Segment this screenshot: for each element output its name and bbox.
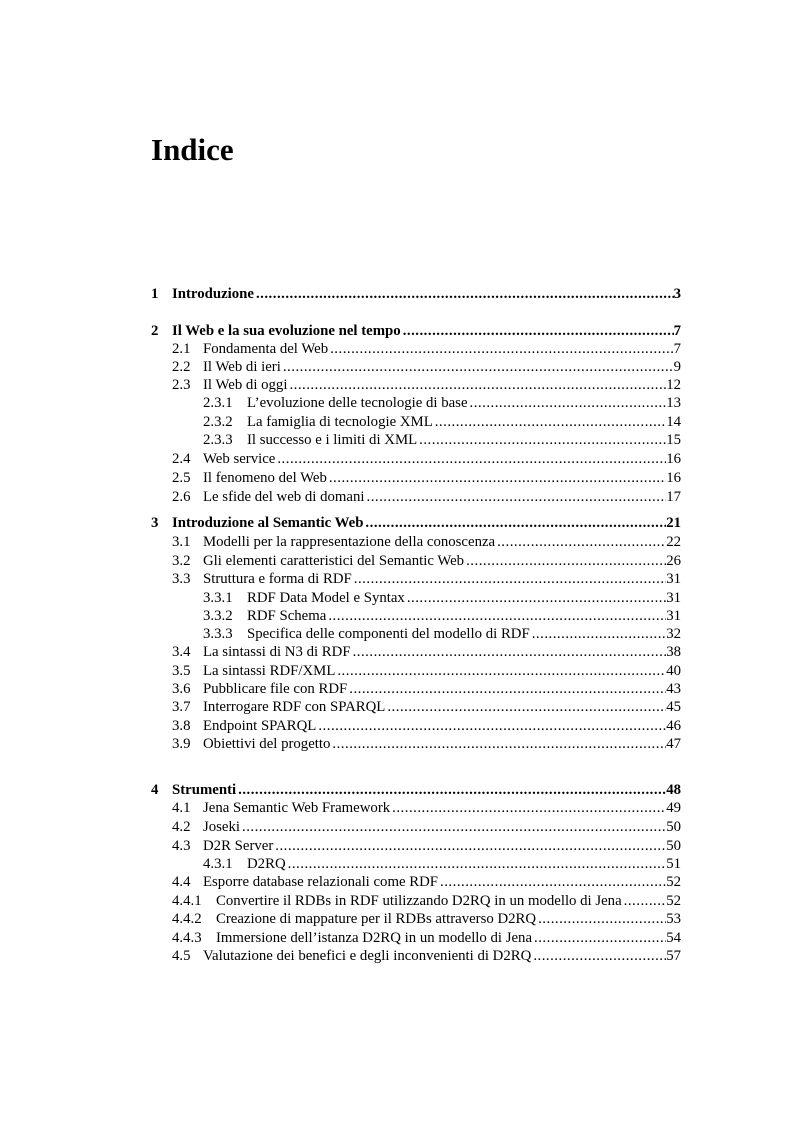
toc-label: Il fenomeno del Web bbox=[203, 470, 327, 486]
toc-page: 54 bbox=[666, 930, 681, 946]
toc-section[interactable] bbox=[172, 488, 681, 506]
toc-leader bbox=[332, 735, 666, 753]
toc-label: Creazione di mappature per il RDBs attraverso D2RQ bbox=[216, 911, 537, 927]
toc-label: Il Web di oggi bbox=[203, 377, 288, 393]
toc-leader bbox=[538, 910, 666, 928]
toc-subsection[interactable] bbox=[203, 413, 681, 431]
toc-section[interactable] bbox=[172, 358, 681, 376]
toc-page: 43 bbox=[666, 681, 681, 697]
toc-section[interactable] bbox=[172, 533, 681, 551]
toc-label: Jena Semantic Web Framework bbox=[203, 800, 391, 816]
toc-page: 14 bbox=[666, 414, 681, 430]
toc-leader bbox=[277, 450, 666, 468]
toc-leader bbox=[533, 947, 666, 965]
toc-number: 4.3.1 bbox=[203, 856, 233, 872]
toc-page: 52 bbox=[666, 874, 681, 890]
toc-label: Web service bbox=[203, 451, 276, 467]
toc-subsection[interactable] bbox=[203, 394, 681, 412]
toc-page: 13 bbox=[666, 395, 681, 411]
toc-page: 50 bbox=[666, 819, 681, 835]
toc-label: L’evoluzione delle tecnologie di base bbox=[247, 395, 468, 411]
toc-chapter-1[interactable] bbox=[151, 285, 681, 303]
toc-number: 4.2 bbox=[172, 819, 191, 835]
toc-label: Strumenti bbox=[172, 782, 237, 798]
toc-leader bbox=[318, 717, 666, 735]
toc-subsection[interactable] bbox=[203, 625, 681, 643]
toc-leader bbox=[440, 873, 666, 891]
toc-number: 4.1 bbox=[172, 800, 191, 816]
toc-number: 3.3 bbox=[172, 571, 191, 587]
toc-section[interactable] bbox=[172, 735, 681, 753]
toc-page: 57 bbox=[666, 948, 681, 964]
toc-subsection[interactable] bbox=[172, 910, 681, 928]
toc-section[interactable] bbox=[172, 662, 681, 680]
toc-page: 7 bbox=[673, 341, 681, 357]
toc-number: 3 bbox=[151, 515, 159, 531]
toc-number: 4.4 bbox=[172, 874, 191, 890]
toc-label: La famiglia di tecnologie XML bbox=[247, 414, 433, 430]
toc-section[interactable] bbox=[172, 570, 681, 588]
toc-number: 3.8 bbox=[172, 718, 191, 734]
toc-label: D2RQ bbox=[247, 856, 286, 872]
toc-section[interactable] bbox=[172, 947, 681, 965]
toc-section[interactable] bbox=[172, 818, 681, 836]
toc-number: 3.3.3 bbox=[203, 626, 233, 642]
toc-label: Introduzione al Semantic Web bbox=[172, 515, 364, 531]
toc-number: 2.3.3 bbox=[203, 432, 233, 448]
toc-page: 45 bbox=[666, 699, 681, 715]
toc-page: 51 bbox=[666, 856, 681, 872]
toc-page: 38 bbox=[666, 644, 681, 660]
toc-page: 47 bbox=[666, 736, 681, 752]
toc-leader bbox=[407, 589, 666, 607]
toc-label: Introduzione bbox=[172, 286, 254, 302]
toc-label: Immersione dell’istanza D2RQ in un modello di Jena bbox=[216, 930, 533, 946]
toc-chapter-2[interactable] bbox=[151, 322, 681, 340]
toc-leader bbox=[349, 680, 666, 698]
toc-leader bbox=[367, 488, 667, 506]
toc-number: 4.5 bbox=[172, 948, 191, 964]
toc-number: 4.4.1 bbox=[172, 893, 202, 909]
toc-leader bbox=[329, 469, 666, 487]
toc-leader bbox=[534, 929, 666, 947]
toc-leader bbox=[419, 431, 666, 449]
toc-leader bbox=[288, 855, 667, 873]
toc-leader bbox=[328, 607, 666, 625]
toc-number: 3.7 bbox=[172, 699, 191, 715]
toc-section[interactable] bbox=[172, 873, 681, 891]
toc-subsection[interactable] bbox=[172, 892, 681, 910]
toc-chapter-4[interactable] bbox=[151, 781, 681, 799]
toc-page: 15 bbox=[666, 432, 681, 448]
toc-page: 12 bbox=[666, 377, 681, 393]
toc-number: 2.3 bbox=[172, 377, 191, 393]
toc-page: 31 bbox=[666, 608, 681, 624]
toc-leader bbox=[337, 662, 666, 680]
toc-label: RDF Data Model e Syntax bbox=[247, 590, 405, 606]
toc-label: D2R Server bbox=[203, 838, 274, 854]
toc-page: 46 bbox=[666, 718, 681, 734]
toc-leader bbox=[275, 837, 666, 855]
toc-page: 32 bbox=[666, 626, 681, 642]
toc-number: 2.3.1 bbox=[203, 395, 233, 411]
toc-page: 26 bbox=[666, 553, 681, 569]
toc-leader bbox=[435, 413, 666, 431]
toc-leader bbox=[283, 358, 674, 376]
toc-leader bbox=[238, 781, 666, 799]
toc-number: 2.2 bbox=[172, 359, 191, 375]
toc-number: 4.3 bbox=[172, 838, 191, 854]
toc-page: 53 bbox=[666, 911, 681, 927]
toc-number: 3.3.1 bbox=[203, 590, 233, 606]
toc-label: Il Web e la sua evoluzione nel tempo bbox=[172, 323, 401, 339]
toc-label: La sintassi RDF/XML bbox=[203, 663, 336, 679]
toc-number: 1 bbox=[151, 286, 159, 302]
toc-section[interactable] bbox=[172, 340, 681, 358]
toc-leader bbox=[242, 818, 666, 836]
toc-leader bbox=[532, 625, 666, 643]
toc-page: 48 bbox=[666, 782, 681, 798]
toc-number: 3.4 bbox=[172, 644, 191, 660]
toc-label: Fondamenta del Web bbox=[203, 341, 329, 357]
toc-page: 3 bbox=[673, 286, 681, 302]
toc-label: Convertire il RDBs in RDF utilizzando D2RQ in un modello di Jena bbox=[216, 893, 622, 909]
toc-label: Esporre database relazionali come RDF bbox=[203, 874, 439, 890]
toc-page: 31 bbox=[666, 571, 681, 587]
toc-page: 7 bbox=[673, 323, 681, 339]
toc-leader bbox=[497, 533, 666, 551]
toc-number: 3.3.2 bbox=[203, 608, 233, 624]
toc-page: 16 bbox=[666, 451, 681, 467]
toc-page: 9 bbox=[673, 359, 681, 375]
page-title: Indice bbox=[151, 132, 234, 167]
toc-section[interactable] bbox=[172, 450, 681, 468]
toc-label: Il Web di ieri bbox=[203, 359, 281, 375]
toc-section[interactable] bbox=[172, 469, 681, 487]
toc-page: 40 bbox=[666, 663, 681, 679]
toc-page: 16 bbox=[666, 470, 681, 486]
toc-leader bbox=[466, 552, 666, 570]
toc-label: Il successo e i limiti di XML bbox=[247, 432, 418, 448]
toc-number: 3.6 bbox=[172, 681, 191, 697]
toc-label: RDF Schema bbox=[247, 608, 327, 624]
toc-label: Modelli per la rappresentazione della conoscenza bbox=[203, 534, 496, 550]
toc-section[interactable] bbox=[172, 643, 681, 661]
toc-label: Pubblicare file con RDF bbox=[203, 681, 348, 697]
toc-subsection[interactable] bbox=[172, 929, 681, 947]
toc-number: 3.9 bbox=[172, 736, 191, 752]
toc-number: 4.4.3 bbox=[172, 930, 202, 946]
toc-leader bbox=[330, 340, 673, 358]
toc-label: Valutazione dei benefici e degli inconvenienti di D2RQ bbox=[203, 948, 532, 964]
toc-number: 2 bbox=[151, 323, 159, 339]
toc-page: 50 bbox=[666, 838, 681, 854]
toc-section[interactable] bbox=[172, 680, 681, 698]
toc-number: 2.1 bbox=[172, 341, 191, 357]
toc-section[interactable] bbox=[172, 799, 681, 817]
toc-number: 2.6 bbox=[172, 489, 191, 505]
toc-page: 22 bbox=[666, 534, 681, 550]
toc-number: 2.5 bbox=[172, 470, 191, 486]
toc-label: Struttura e forma di RDF bbox=[203, 571, 352, 587]
toc-label: Endpoint SPARQL bbox=[203, 718, 317, 734]
toc-leader bbox=[392, 799, 666, 817]
toc-subsection[interactable] bbox=[203, 855, 681, 873]
toc-leader bbox=[289, 376, 666, 394]
toc-leader bbox=[403, 322, 674, 340]
toc-chapter-3[interactable] bbox=[151, 514, 681, 532]
toc-page: 17 bbox=[666, 489, 681, 505]
toc-subsection[interactable] bbox=[203, 607, 681, 625]
toc-section[interactable] bbox=[172, 376, 681, 394]
toc-page: 21 bbox=[666, 515, 681, 531]
toc-number: 3.1 bbox=[172, 534, 191, 550]
toc-label: Specifica delle componenti del modello di RDF bbox=[247, 626, 530, 642]
toc-number: 4.4.2 bbox=[172, 911, 202, 927]
toc-number: 4 bbox=[151, 782, 159, 798]
toc-label: La sintassi di N3 di RDF bbox=[203, 644, 351, 660]
toc-label: Gli elementi caratteristici del Semantic Web bbox=[203, 553, 465, 569]
toc-leader bbox=[624, 892, 667, 910]
toc-subsection[interactable] bbox=[203, 589, 681, 607]
toc-leader bbox=[365, 514, 666, 532]
toc-number: 3.2 bbox=[172, 553, 191, 569]
toc-leader bbox=[256, 285, 674, 303]
toc-label: Joseki bbox=[203, 819, 240, 835]
toc-leader bbox=[387, 698, 666, 716]
toc-section[interactable] bbox=[172, 717, 681, 735]
toc-number: 2.3.2 bbox=[203, 414, 233, 430]
toc-page: 52 bbox=[666, 893, 681, 909]
toc-section[interactable] bbox=[172, 552, 681, 570]
toc-section[interactable] bbox=[172, 698, 681, 716]
toc-subsection[interactable] bbox=[203, 431, 681, 449]
toc-page: 49 bbox=[666, 800, 681, 816]
toc-page: 31 bbox=[666, 590, 681, 606]
toc-leader bbox=[354, 570, 666, 588]
toc-leader bbox=[470, 394, 667, 412]
toc-number: 3.5 bbox=[172, 663, 191, 679]
toc-label: Le sfide del web di domani bbox=[203, 489, 365, 505]
toc-label: Obiettivi del progetto bbox=[203, 736, 331, 752]
toc-number: 2.4 bbox=[172, 451, 191, 467]
toc-leader bbox=[353, 643, 667, 661]
toc-label: Interrogare RDF con SPARQL bbox=[203, 699, 386, 715]
toc-section[interactable] bbox=[172, 837, 681, 855]
